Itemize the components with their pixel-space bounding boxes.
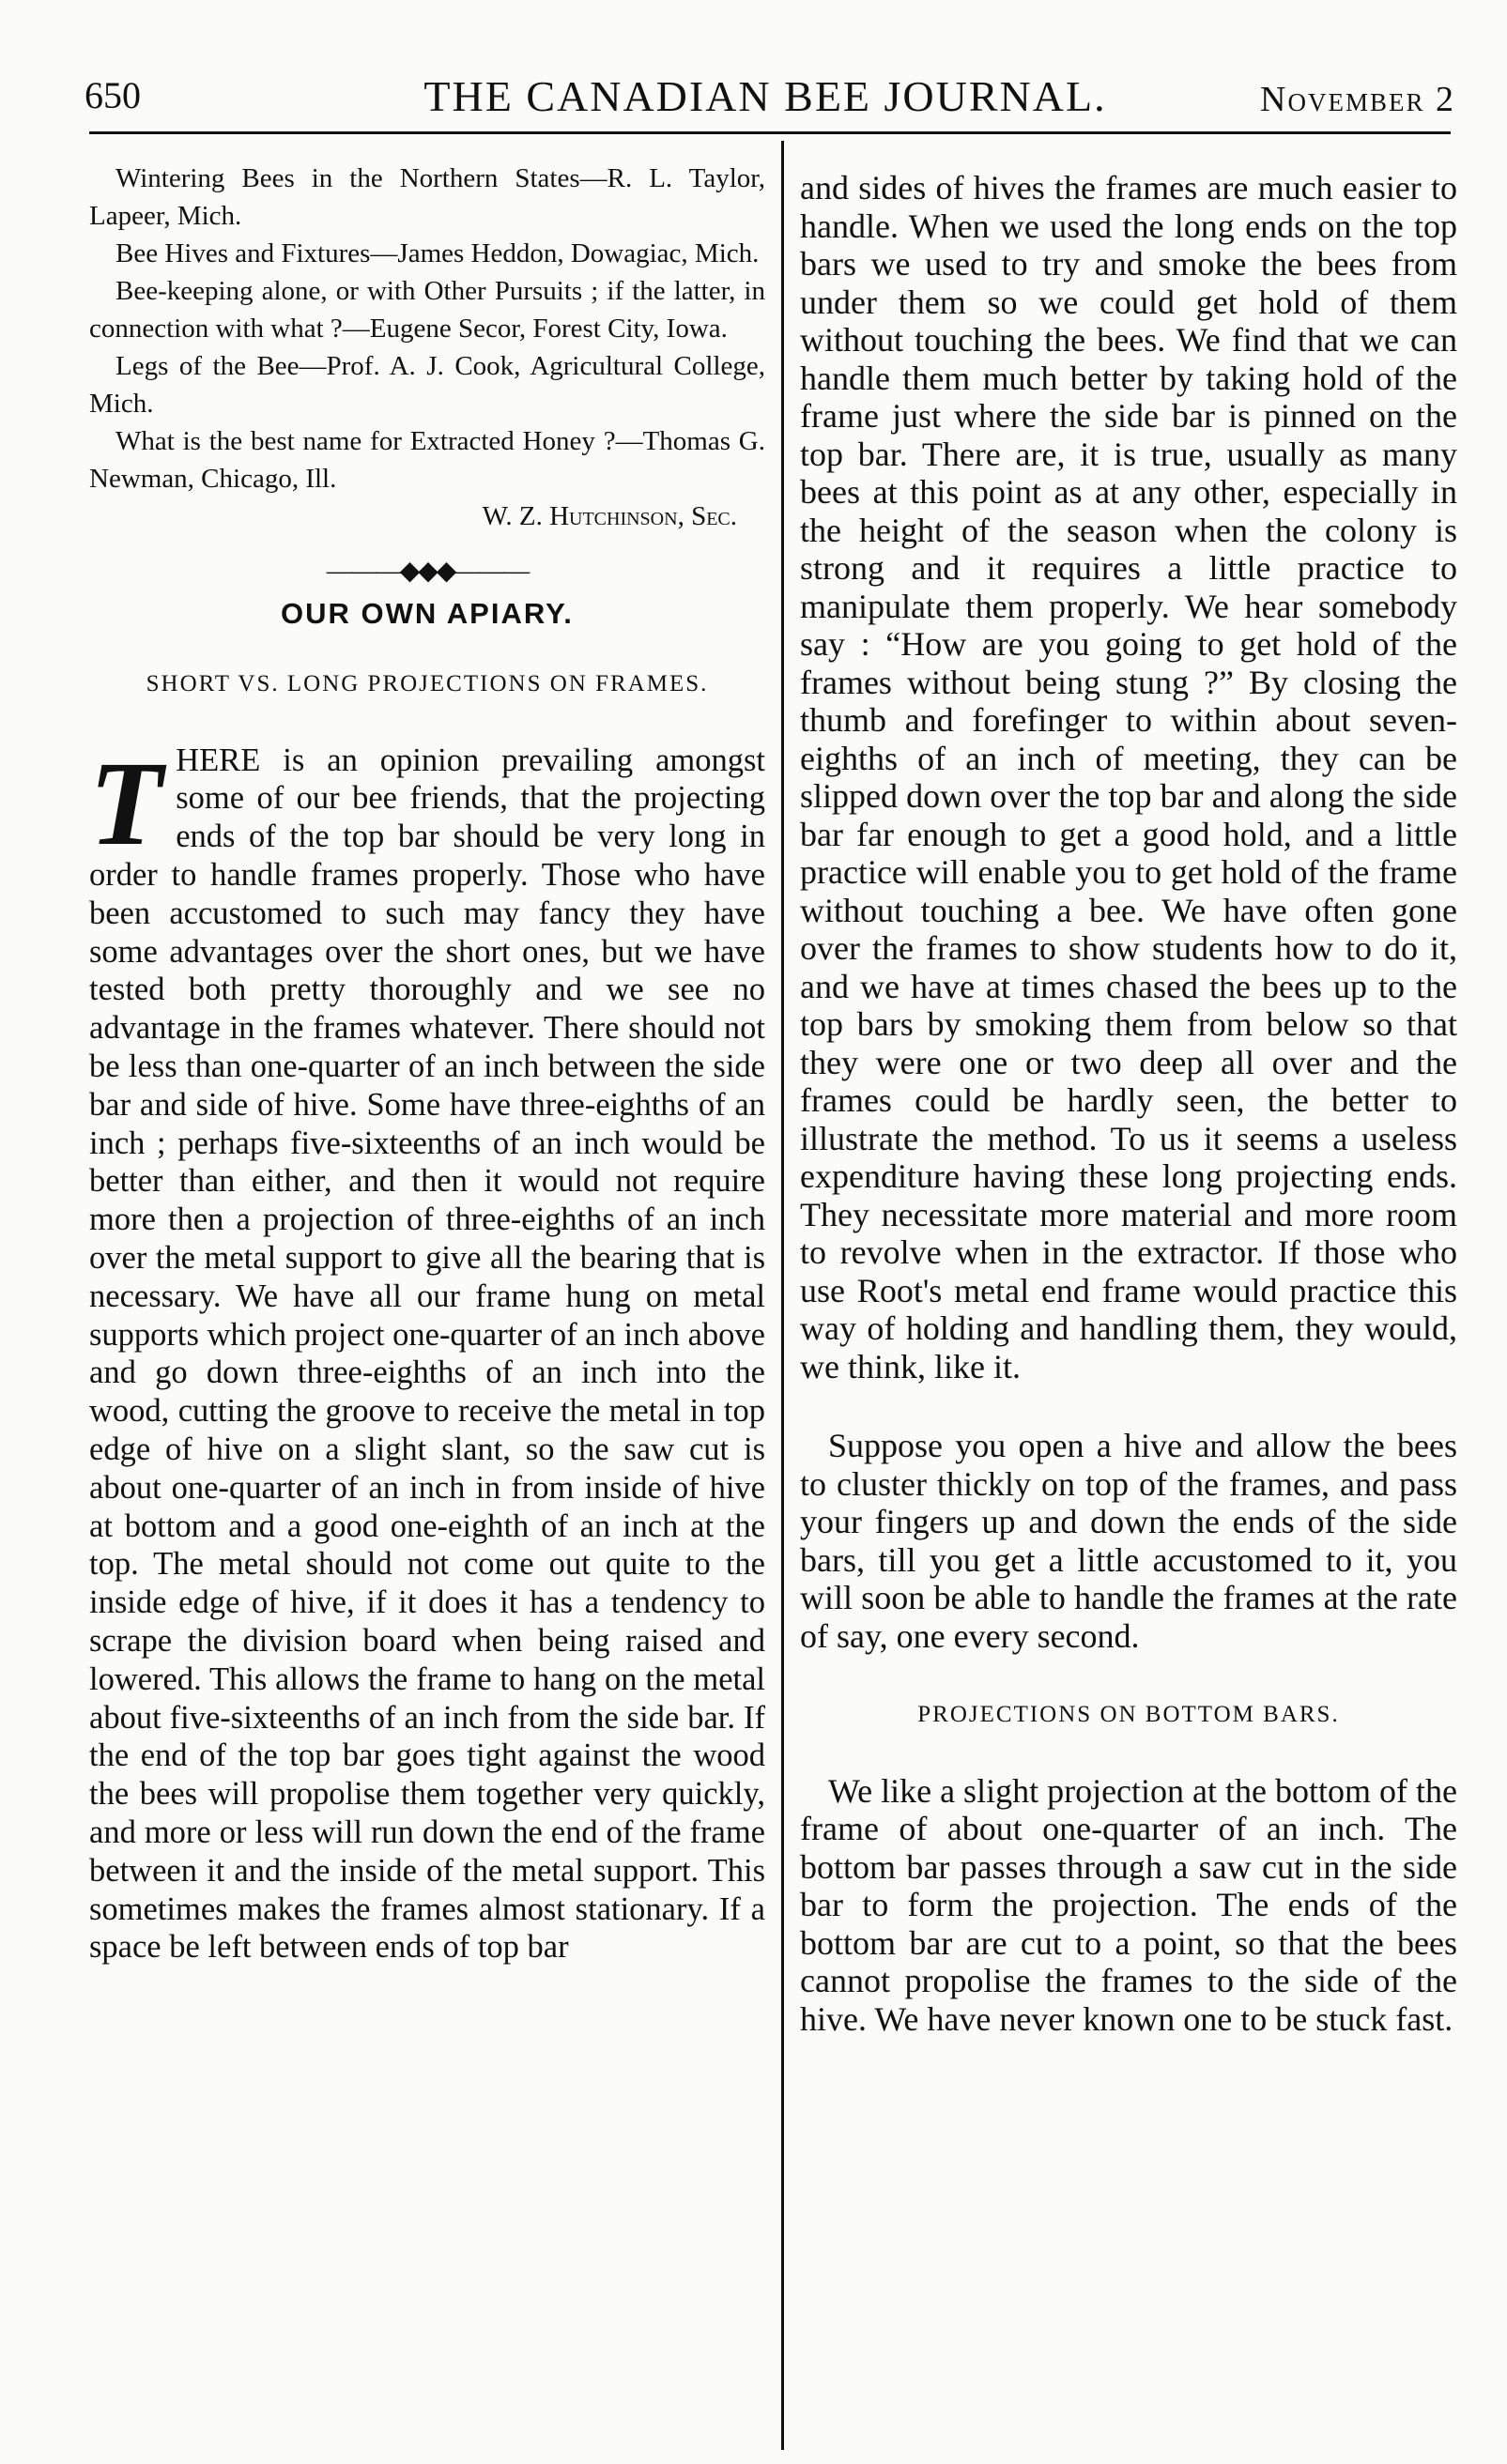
article-text: HERE is an opinion prevailing amongst some of our bee friends, that the projecting ends of the top bar should be very long in order to handle frames properly. Those who have been accustomed to such may fancy they have some advantages over the short ones, but we have tested both pretty thoroughly and we see no advantage in the frames whatever. There should not be less than one-quarter of an inch between the side bar and side of hive. Some have three-eighths of an inch ; perhaps five-sixteenths of an inch would be better than either, and then it would not require more then a projection of three-eighths of an inch over the metal support to give all the bearing that is necessary. We have all our frame hung on metal supports which project one-quarter of an inch above and go down three-eighths of an inch into the wood, cutting the groove to receive the metal in top edge of hive on a slight slant, so the saw cut is about one-quarter of an inch in from inside of hive at bottom and a good one-eighth of an inch at the top. The metal should not come out quite to the inside edge of hive, if it does it has a tendency to scrape the division board when being raised and lowered. This allows the frame to hang on the metal about five-sixteenths of an inch from the side bar. If the end of the top bar goes tight against the wood the bees will propolise them together very quickly, and more or less will run down the end of the frame between it and the inside of the metal support. This sometimes makes the frames almost stationary. If a space be left between ends of top bar [89,742,765,1966]
page-number: 650 [85,74,141,116]
section-title: OUR OWN APIARY. [281,597,574,630]
header-rule [89,131,1451,134]
article-paragraph-2: We like a slight projection at the bottom of the frame of about one-quarter of an inch. The bottom bar passes through a saw cut in the side bar to form the projection. The ends of the bottom bar are cut to a point, so that the bees cannot propolise the frames to the side of the hive. We have never known one to be stuck fast. [800,1771,1457,2038]
program-item: Wintering Bees in the Northern States—R. L. Taylor, Lapeer, Mich. [89,163,765,231]
article-body-left [89,736,765,1967]
secretary-signature: W. Z. Hutchinson, Sec. [482,501,737,531]
page-header [75,68,1455,124]
program-item: Legs of the Bee—Prof. A. J. Cook, Agricultural College, Mich. [89,351,765,419]
left-column [89,160,765,1967]
article-body-right: and sides of hives the frames are much easier to handle. When we used the long ends on the top bars we used to try and smoke the bees from under them so we could get hold of them without touching the bees. We find that we can handle them much better by taking hold of the frame just where the side bar is pinned on the top bar. There are, it is true, usually as many bees at this point as at any other, especially in the height of the season when the colony is strong and it requires a little practice to manipulate them properly. We hear somebody say : “How are you going to get hold of the frames without being stung ?” By closing the thumb and forefinger to within about seven-eighths of an inch of meeting, they can be slipped down over the top bar and along the side bar far enough to get a good hold, and a little practice will enable you to get hold of the frame without touching a bee. We have often gone over the frames to show students how to do it, and we have at times chased the bees up to the top bars by smoking them from below so that they were one or two deep all over and the frames could be hardly seen, the better to illustrate the method. To us it seems a useless expenditure having these long projecting ends. They necessitate more material and more room to revolve when in the extractor. If those who use Root's metal end frame would practice this way of holding and handling them, they would, we think, like it. [800,169,1457,1385]
section-ornament: ———◆◆◆——— [326,557,529,586]
drop-cap: T [89,736,163,870]
journal-title: THE CANADIAN BEE JOURNAL. [423,72,1107,120]
program-item: Bee-keeping alone, or with Other Pursuits ; if the latter, in connection with what ?—Eugene Secor, Forest City, Iowa. [89,276,765,344]
column-divider [781,141,784,2450]
article-paragraph: Suppose you open a hive and allow the bees to cluster thickly on top of the frames, and pass your fingers up and down the ends of the side bars, till you get a little accustomed to it, you will soon be able to handle the frames at the rate of say, one every second. [800,1427,1457,1655]
issue-month: November 2 [1260,80,1455,119]
article-subhead: SHORT VS. LONG PROJECTIONS ON FRAMES. [146,670,709,696]
article-subhead-2: PROJECTIONS ON BOTTOM BARS. [917,1702,1340,1727]
program-item: What is the best name for Extracted Honey ?—Thomas G. Newman, Chicago, Ill. [89,426,765,494]
program-item: Bee Hives and Fixtures—James Heddon, Dowagiac, Mich. [115,238,760,268]
right-column [800,169,1457,2038]
